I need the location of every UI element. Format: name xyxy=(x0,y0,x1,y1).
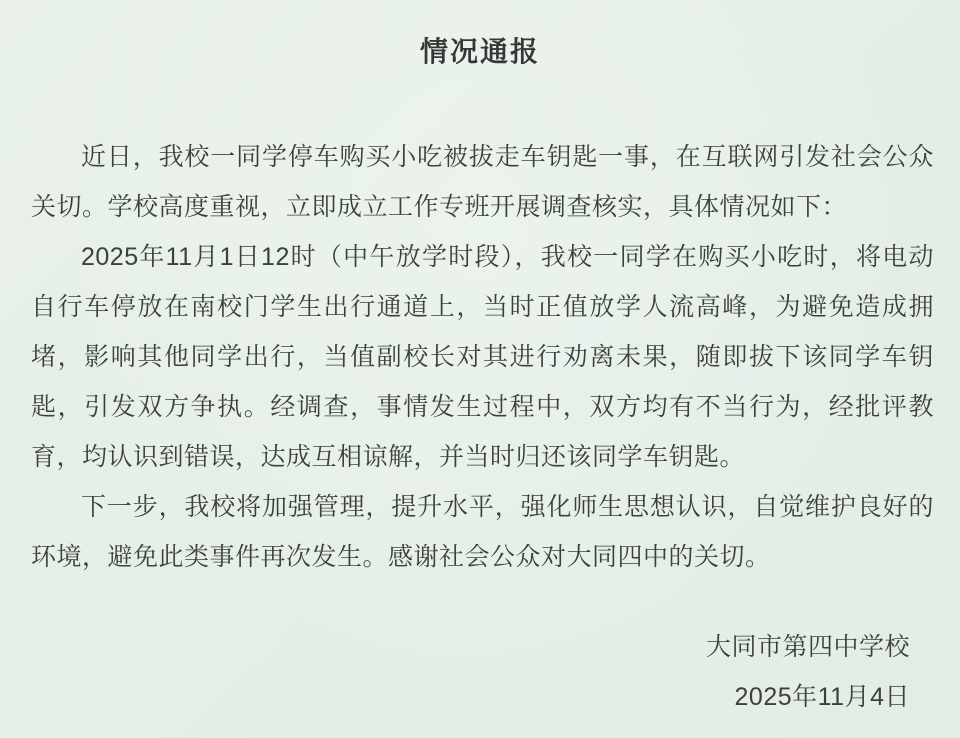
issue-date: 2025年11月4日 xyxy=(734,683,910,711)
notice-paragraph-intro: 近日，我校一同学停车购买小吃被拔走车钥匙一事，在互联网引发社会公众关切。学校高度重视，立即成立工作专班开展调查核实，具体情况如下： xyxy=(31,143,934,221)
notice-signoff xyxy=(0,622,960,722)
notice-paragraph-followup: 下一步，我校将加强管理，提升水平，强化师生思想认识，自觉维护良好的环境，避免此类事件再次发生。感谢社会公众对大同四中的关切。 xyxy=(31,493,934,571)
issuer-name: 大同市第四中学校 xyxy=(705,633,910,661)
notice-title: 情况通报 xyxy=(419,36,540,67)
notice-body xyxy=(0,132,960,582)
notice-paragraph-details: 2025年11月1日12时（中午放学时段），我校一同学在购买小吃时，将电动自行车停放在南校门学生出行通道上，当时正值放学人流高峰，为避免造成拥堵，影响其他同学出行，当值副校长对其进行劝离未果，随即拔下该同学车钥匙，引发双方争执。经调查，事情发生过程中，双方均有不当行为，经批评教育，均认识到错误，达成互相谅解，并当时归还该同学车钥匙。 xyxy=(31,243,934,471)
